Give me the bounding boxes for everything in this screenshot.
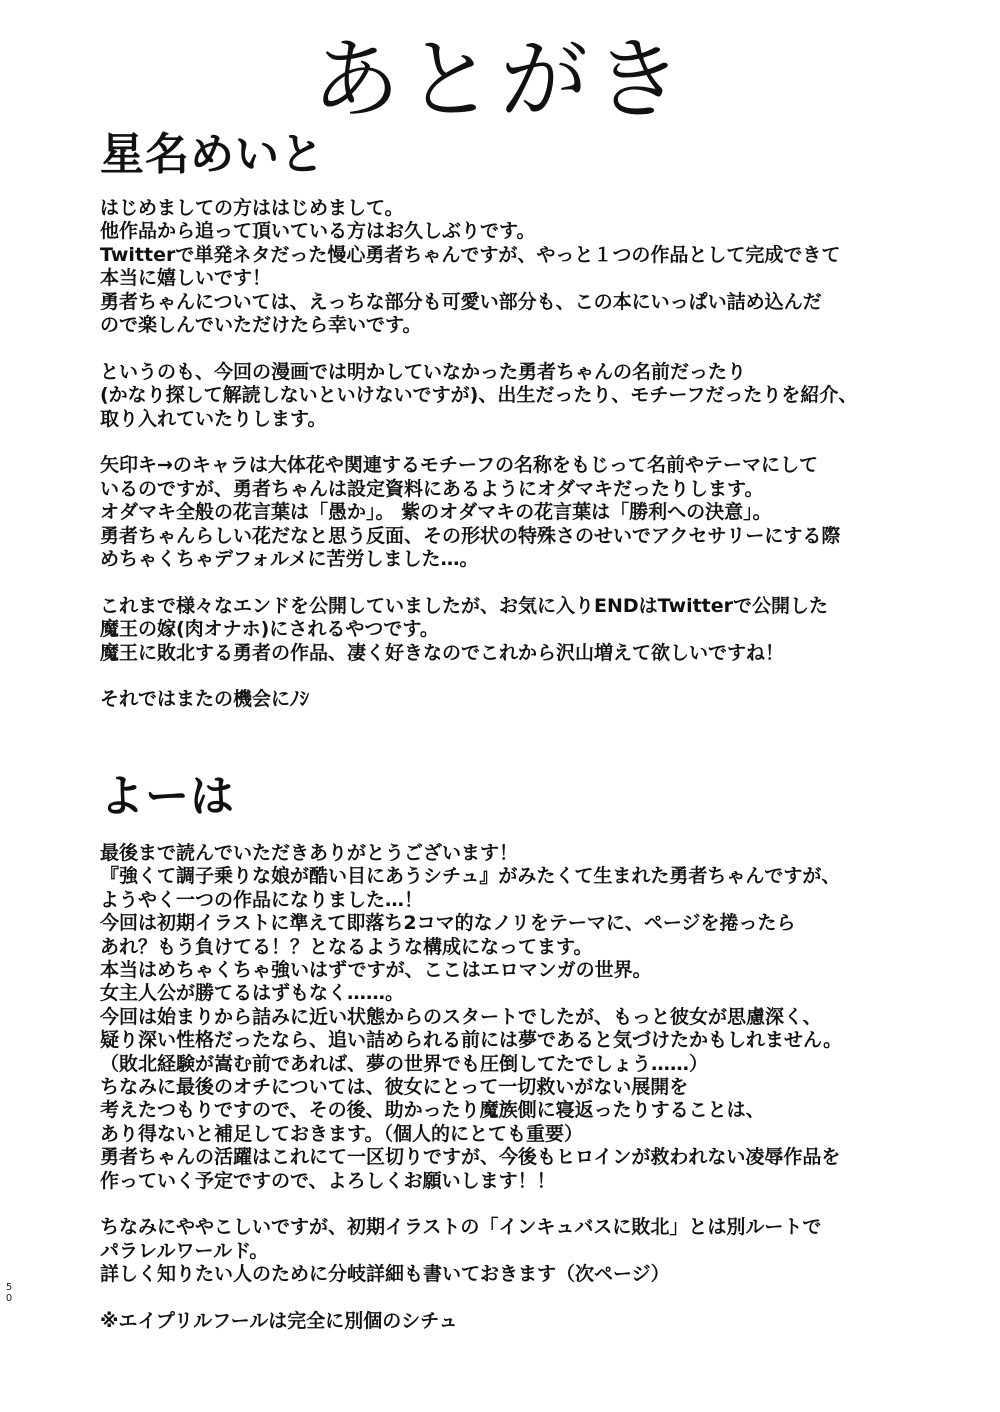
text-line: 魔王の嫁(肉オナホ)にされるやつです。 — [100, 618, 439, 641]
text-line: オダマキ全般の花言葉は「愚か」。 紫のオダマキの花言葉は「勝利への決意」。 — [100, 501, 772, 524]
text-line: 最後まで読んでいただきありがとうございます！ — [100, 842, 519, 864]
text-line: いるのですが、勇者ちゃんは設定資料にあるようにオダマキだったりします。 — [100, 477, 764, 500]
paragraph — [100, 842, 920, 1193]
text-line: 考えたつもりですので、その後、助かったり魔族側に寝返ったりすることは、 — [100, 1099, 765, 1122]
paragraph — [100, 688, 920, 711]
text-line: 魔王に敗北する勇者の作品、凄く好きなのでこれから沢山増えて欲しいですね！ — [100, 641, 785, 664]
text-line: 本当に嬉しいです！ — [100, 267, 272, 290]
author-heading-hoshina-meito: 星名めいと — [100, 129, 325, 180]
text-line: 『強くて調子乗りな娘が酷い目にあうシチュ』がみたくて生まれた勇者ちゃんですが、 — [100, 865, 841, 888]
text-line: 勇者ちゃんらしい花だなと思う反面、その形状の特殊さのせいでアクセサリーにする際 — [100, 524, 841, 547]
text-line: めちゃくちゃデフォルメに苦労しました…。 — [100, 548, 479, 571]
text-line: (かなり探して解読しないといけないですが)、出生だったり、モチーフだったりを紹介、 — [100, 384, 858, 407]
text-line: 他作品から追って頂いている方はお久しぶりです。 — [100, 220, 536, 243]
author-heading-yooha: よーは — [100, 771, 235, 822]
text-line: あり得ないと補足しておきます。（個人的にとても重要） — [100, 1122, 583, 1145]
text-line: はじめましての方ははじめまして。 — [100, 197, 404, 219]
text-line: ちなみにややこしいですが、初期イラストの「インキュバスに敗北」とは別ルートで — [100, 1216, 822, 1239]
paragraph — [100, 361, 920, 431]
text-line: それではまたの機会にﾉｼ — [100, 688, 310, 711]
text-line: 勇者ちゃんの活躍はこれにて一区切りですが、今後もヒロインが救われない凌辱作品を — [100, 1146, 841, 1169]
text-line: ようやく一つの作品になりました…！ — [100, 888, 424, 911]
author-message-hoshina-meito — [100, 197, 920, 712]
text-line: 勇者ちゃんについては、えっちな部分も可愛い部分も、この本にいっぱい詰め込んだ — [100, 290, 822, 313]
paragraph — [100, 1216, 920, 1286]
text-line: 詳しく知りたい人のために分岐詳細も書いておきます（次ページ） — [100, 1263, 670, 1286]
author-message-yooha — [100, 842, 920, 1334]
text-line: 取り入れていたりします。 — [100, 407, 327, 430]
text-line: あれ？もう負けてる！？となるような構成になってます。 — [100, 935, 593, 958]
text-line: 作っていく予定ですので、よろしくお願いします！！ — [100, 1169, 556, 1192]
paragraph — [100, 1310, 920, 1333]
paragraph — [100, 454, 920, 571]
text-line: Twitterで単発ネタだった慢心勇者ちゃんですが、やっと１つの作品として完成できて — [100, 243, 841, 266]
text-line: 本当はめちゃくちゃ強いはずですが、ここはエロマンガの世界。 — [100, 959, 652, 982]
text-line: 今回は始まりから詰みに近い状態からのスタートでしたが、もっと彼女が思慮深く、 — [100, 1005, 822, 1028]
page-number: 50 — [5, 1282, 13, 1304]
paragraph — [100, 595, 920, 665]
text-line: ちなみに最後のオチについては、彼女にとって一切救いがない展開を — [100, 1076, 689, 1099]
text-line: 今回は初期イラストに準えて即落ち2コマ的なノリをテーマに、ページを捲ったら — [100, 912, 796, 935]
page-title: あとがき — [311, 28, 688, 131]
text-line: 疑り深い性格だったなら、追い詰められる前には夢であると気づけたかもしれません。 — [100, 1029, 843, 1052]
text-line: （敗北経験が嵩む前であれば、夢の世界でも圧倒してたでしょう……） — [100, 1052, 709, 1075]
text-line: これまで様々なエンドを公開していましたが、お気に入りENDはTwitterで公開した — [100, 594, 829, 617]
text-line: パラレルワールド。 — [100, 1239, 269, 1262]
text-line: ので楽しんでいただけたら幸いです。 — [100, 314, 422, 337]
text-line: 女主人公が勝てるはずもなく……。 — [100, 982, 405, 1005]
text-line: というのも、今回の漫画では明かしていなかった勇者ちゃんの名前だったり — [100, 360, 747, 383]
text-line: 矢印キ→のキャラは大体花や関連するモチーフの名称をもじって名前やテーマにして — [100, 454, 818, 477]
text-line: ※エイプリルフールは完全に別個のシチュ — [100, 1310, 458, 1333]
paragraph — [100, 197, 920, 337]
